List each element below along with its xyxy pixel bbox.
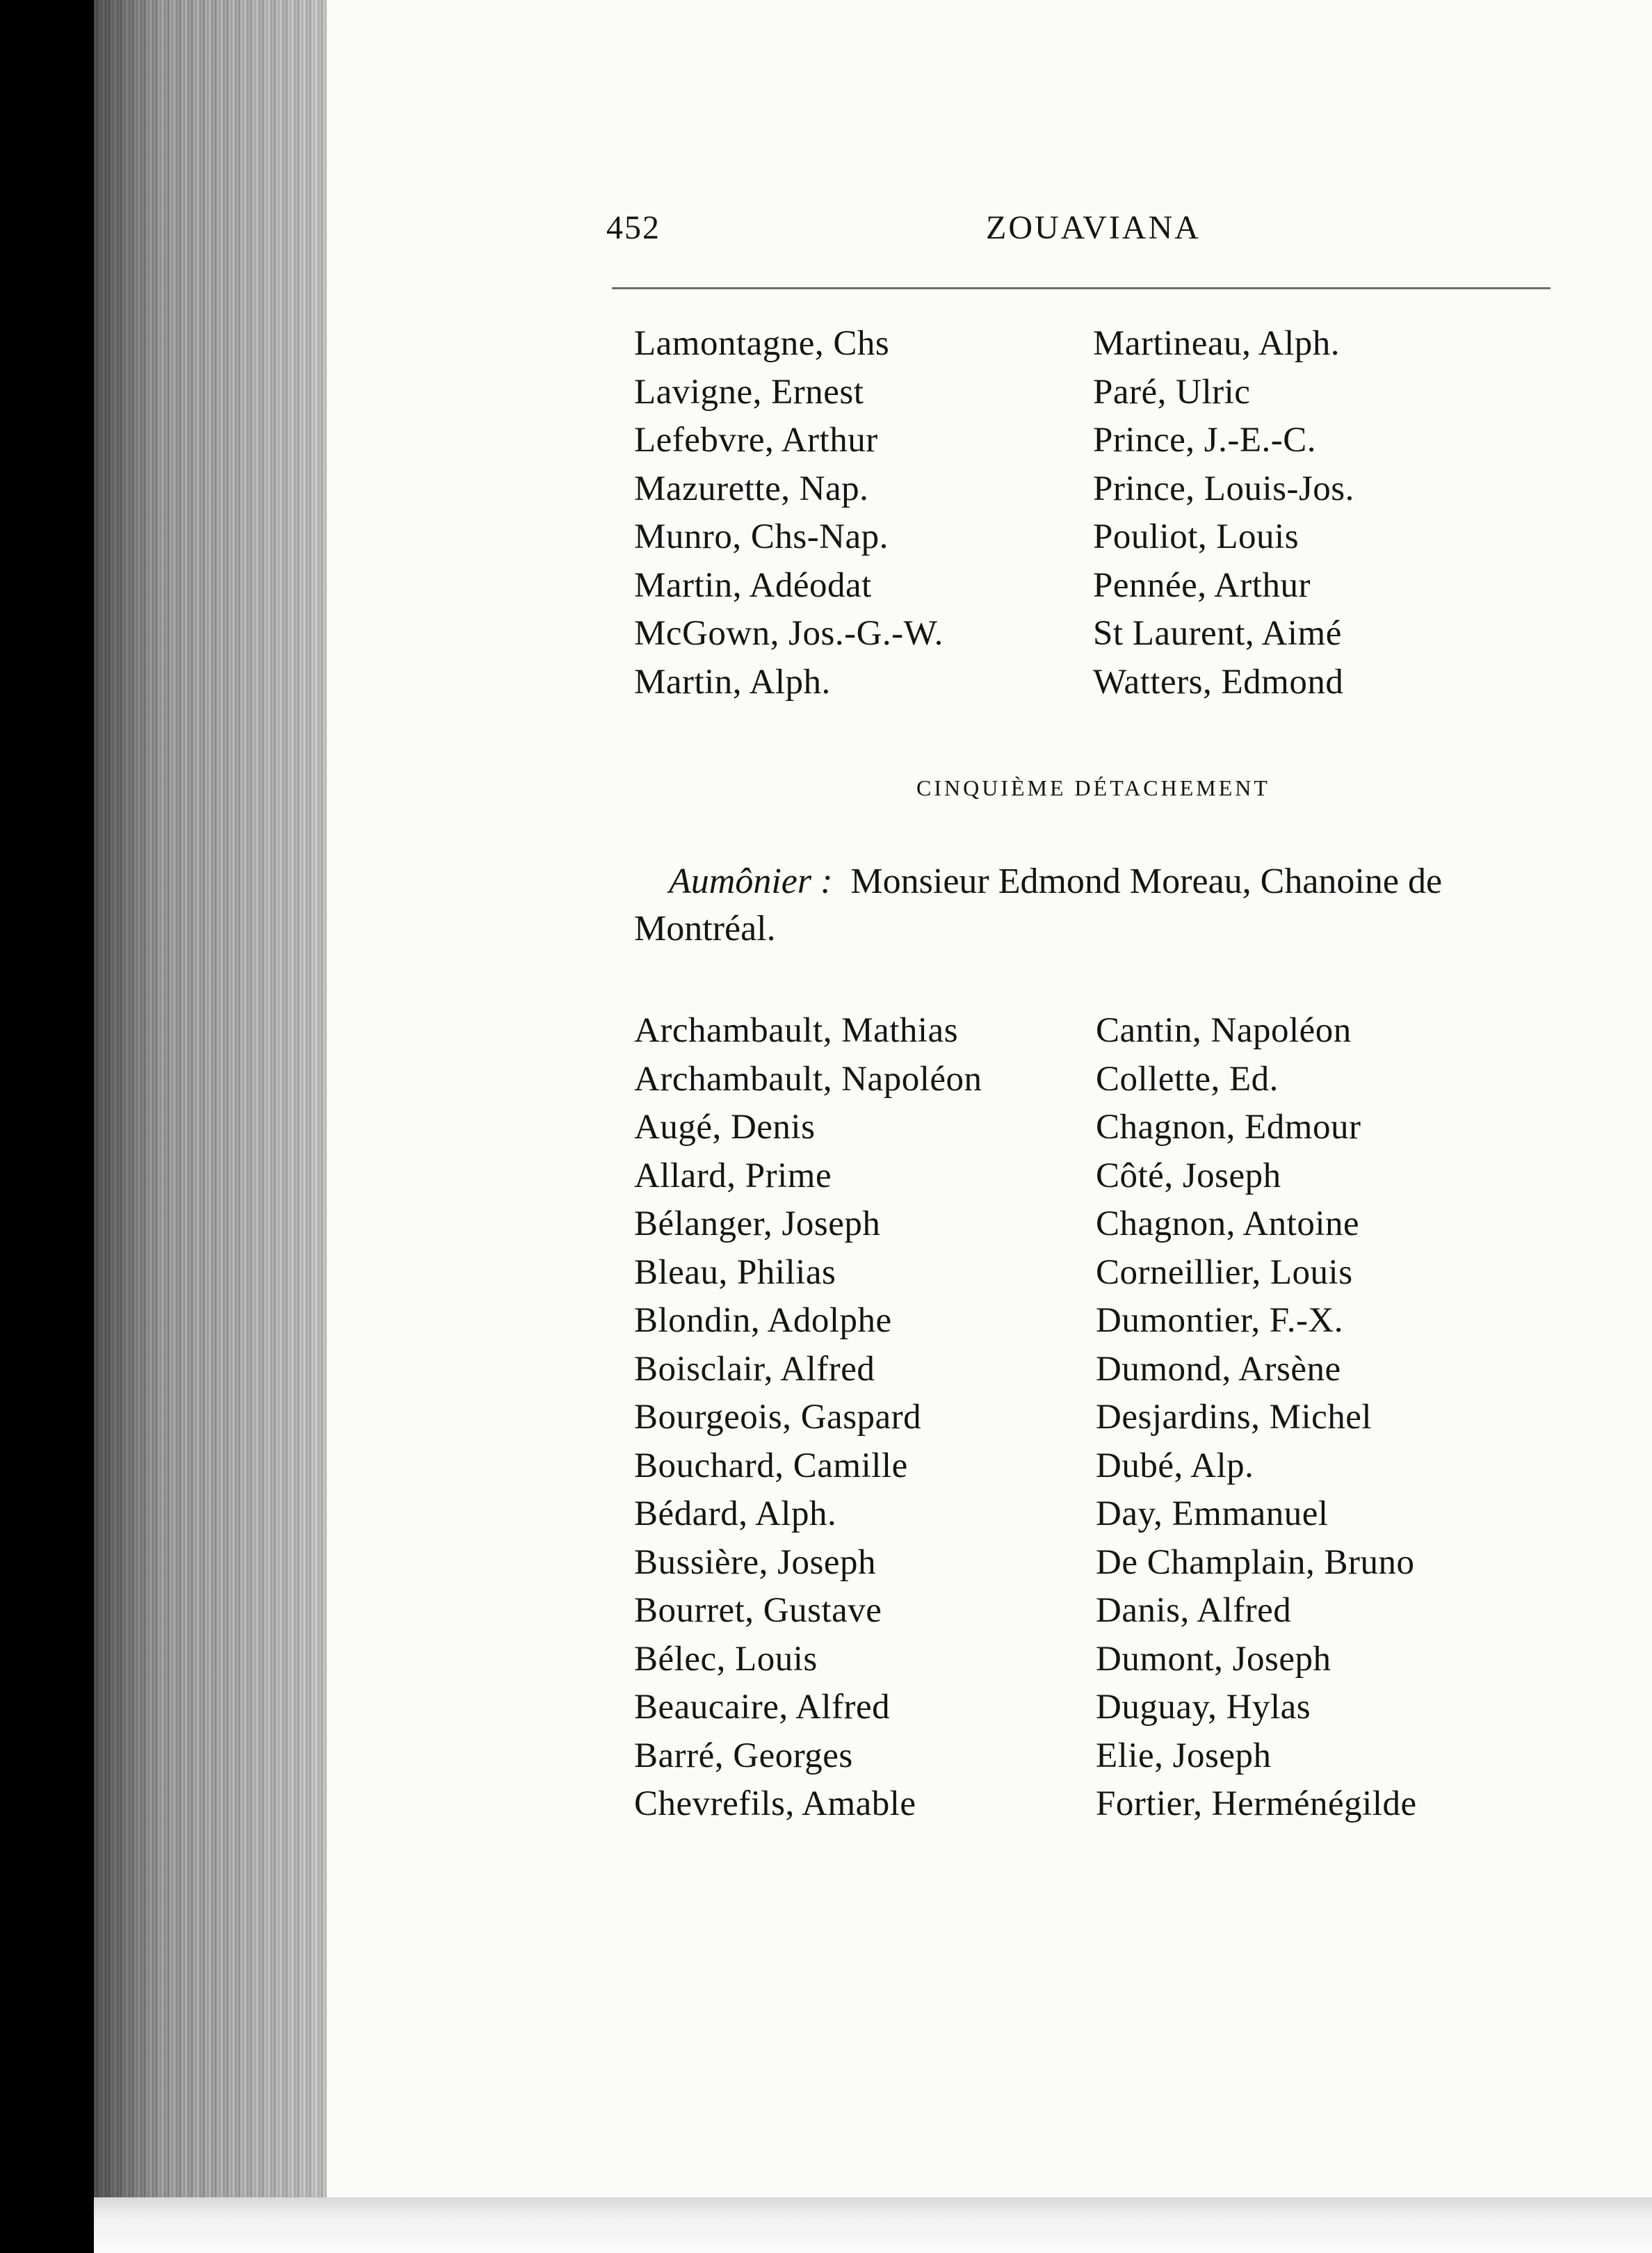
page-bottom-edge <box>94 2197 1652 2253</box>
chaplain-name: Monsieur Edmond Moreau, Chanoine de <box>850 862 1443 901</box>
list-item: Dumontier, F.-X. <box>1096 1301 1344 1340</box>
list-item: Watters, Edmond <box>1093 662 1344 702</box>
list-item: Dubé, Alp. <box>1096 1446 1254 1485</box>
list-item: Corneillier, Louis <box>1096 1252 1353 1292</box>
list-item: Paré, Ulric <box>1093 372 1251 412</box>
list-item: Danis, Alfred <box>1096 1591 1292 1630</box>
list-item: Martin, Adéodat <box>634 565 872 605</box>
list-item: Bourgeois, Gaspard <box>634 1398 922 1437</box>
chaplain-role: Aumônier : <box>669 862 833 901</box>
list-item: Barré, Georges <box>634 1736 853 1775</box>
list-item: Martineau, Alph. <box>1093 324 1341 363</box>
list-item: Boisclair, Alfred <box>634 1349 875 1389</box>
list-item: Bédard, Alph. <box>634 1494 837 1533</box>
list-item: Lamontagne, Chs <box>634 324 890 363</box>
name-list-1-right-column <box>1093 320 1354 706</box>
name-list-1-left-column <box>634 320 944 706</box>
list-item: Archambault, Mathias <box>634 1011 959 1050</box>
list-item: Elie, Joseph <box>1096 1736 1272 1775</box>
list-item: Duguay, Hylas <box>1096 1688 1311 1727</box>
header-rule <box>612 287 1550 289</box>
list-item: Martin, Alph. <box>634 662 831 702</box>
list-item: De Champlain, Bruno <box>1096 1542 1415 1582</box>
list-item: Augé, Denis <box>634 1108 816 1147</box>
list-item: Lefebvre, Arthur <box>634 421 878 460</box>
list-item: Collette, Ed. <box>1096 1059 1279 1099</box>
list-item: Prince, Louis-Jos. <box>1093 469 1354 508</box>
running-title: ZOUAVIANA <box>986 209 1201 246</box>
list-item: Archambault, Napoléon <box>634 1059 982 1099</box>
list-item: Desjardins, Michel <box>1096 1398 1372 1437</box>
list-item: Chagnon, Antoine <box>1096 1204 1360 1243</box>
page-paper <box>327 0 1652 2197</box>
list-item: Dumont, Joseph <box>1096 1639 1331 1679</box>
page-number: 452 <box>606 209 661 246</box>
list-item: Blondin, Adolphe <box>634 1301 892 1340</box>
list-item: Day, Emmanuel <box>1096 1494 1329 1533</box>
chaplain-line-2: Montréal. <box>634 909 776 948</box>
list-item: Mazurette, Nap. <box>634 469 869 508</box>
list-item: Côté, Joseph <box>1096 1156 1281 1195</box>
section-heading: CINQUIÈME DÉTACHEMENT <box>916 775 1270 800</box>
list-item: Pouliot, Louis <box>1093 517 1299 556</box>
list-item: St Laurent, Aimé <box>1093 614 1342 653</box>
list-item: Bouchard, Camille <box>634 1446 908 1485</box>
chaplain-line-1 <box>634 858 1566 905</box>
list-item: Bleau, Philias <box>634 1252 836 1292</box>
chaplain-paragraph <box>634 858 1566 953</box>
list-item: McGown, Jos.-G.-W. <box>634 614 944 653</box>
list-item: Bélec, Louis <box>634 1639 818 1679</box>
name-list-2-right-column <box>1096 1007 1417 1829</box>
list-item: Beaucaire, Alfred <box>634 1688 891 1727</box>
list-item: Fortier, Herménégilde <box>1096 1784 1417 1823</box>
page-edges-shadow <box>94 0 330 2197</box>
list-item: Munro, Chs-Nap. <box>634 517 889 556</box>
list-item: Cantin, Napoléon <box>1096 1011 1352 1050</box>
list-item: Lavigne, Ernest <box>634 372 864 412</box>
list-item: Prince, J.-E.-C. <box>1093 421 1317 460</box>
list-item: Bélanger, Joseph <box>634 1204 881 1243</box>
list-item: Chevrefils, Amable <box>634 1784 916 1823</box>
list-item: Allard, Prime <box>634 1156 832 1195</box>
list-item: Dumond, Arsène <box>1096 1349 1341 1389</box>
name-list-2-left-column <box>634 1007 982 1829</box>
list-item: Bourret, Gustave <box>634 1591 882 1630</box>
list-item: Chagnon, Edmour <box>1096 1108 1361 1147</box>
list-item: Pennée, Arthur <box>1093 565 1311 605</box>
list-item: Bussière, Joseph <box>634 1542 876 1582</box>
